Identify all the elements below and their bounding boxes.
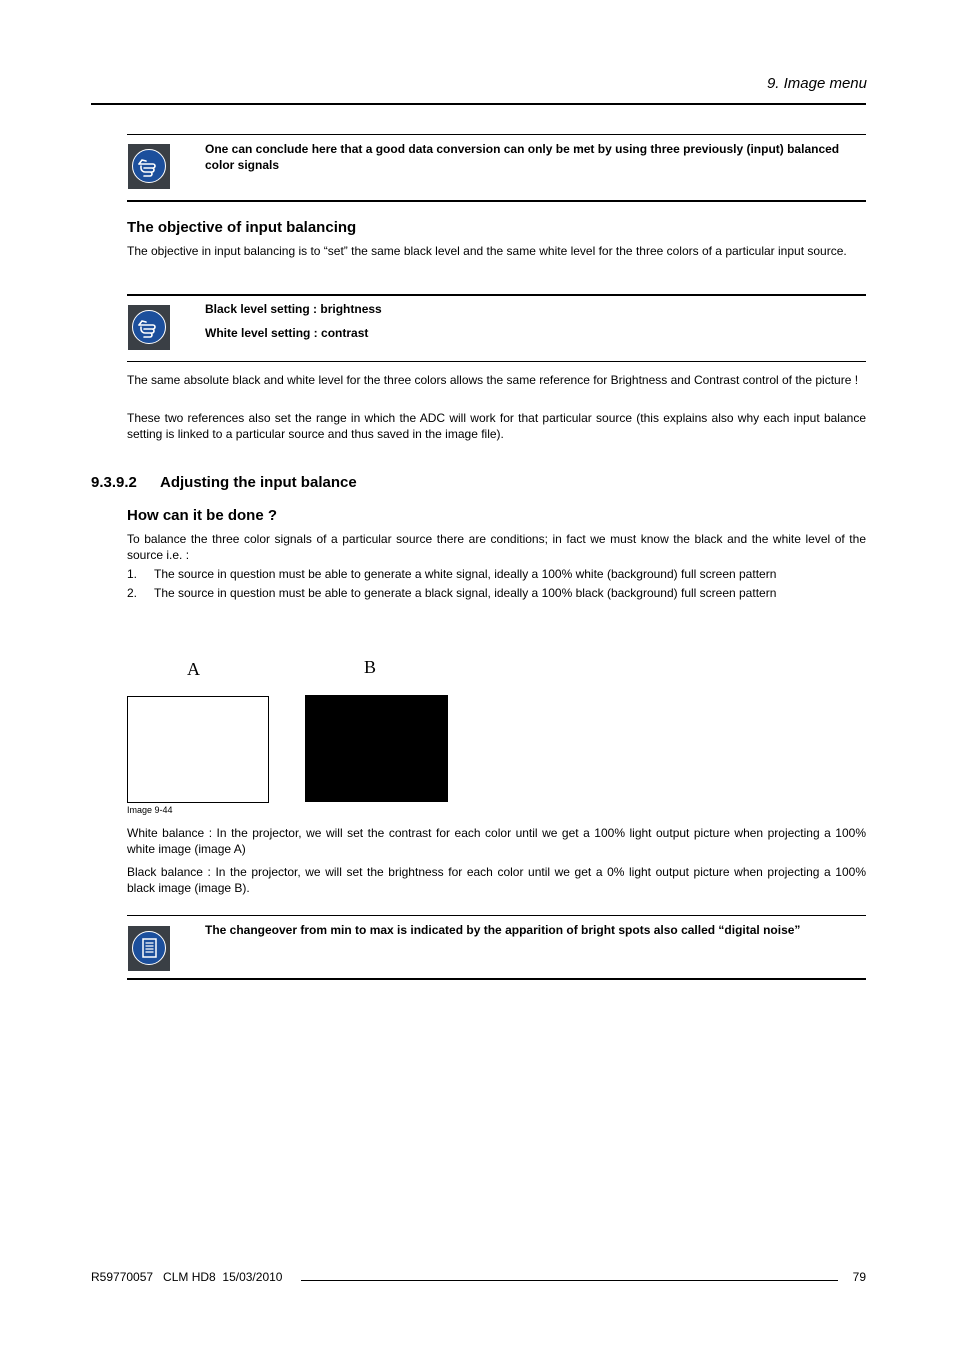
white-level-line: White level setting : contrast (205, 326, 369, 340)
how-heading: How can it be done ? (127, 507, 278, 524)
tip-note-levels (127, 294, 866, 362)
section-heading (91, 474, 357, 491)
tip-note-conversion (127, 134, 866, 202)
section-title: Adjusting the input balance (160, 474, 357, 491)
chapter-title: 9. Image menu (766, 75, 867, 92)
header-rule (91, 103, 866, 105)
list-item (127, 567, 866, 583)
label-b: B (364, 657, 377, 677)
note-text: One can conclude here that a good data conversion can only be met by using three previously (input) balanced color signals (205, 142, 840, 172)
objective-body: The objective in input balancing is to “set” the same black level and the same white level for the three colors of a particular input source. (127, 244, 847, 258)
list-text: The source in question must be able to generate a black signal, ideally a 100% black (background) full screen pattern (154, 586, 777, 600)
pointing-hand-icon (128, 305, 170, 350)
figure-caption: Image 9-44 (127, 805, 173, 815)
document-icon (128, 926, 170, 971)
info-note-digital-noise (127, 915, 866, 980)
how-intro: To balance the three color signals of a particular source there are conditions; in fact we must know the black and the white level of the source i.e. : (127, 532, 866, 562)
reference-paragraph: The same absolute black and white level for the three colors allows the same reference for Brightness and Contrast control of the picture ! (127, 373, 859, 387)
list-number: 2. (127, 586, 138, 600)
white-balance-paragraph: White balance : In the projector, we will set the contrast for each color until we get a 100% light output picture when projecting a 100% white image (image A) (127, 826, 866, 856)
list-text: The source in question must be able to generate a white signal, ideally a 100% white (background) full screen pattern (154, 567, 777, 581)
list-number: 1. (127, 567, 138, 581)
black-level-line: Black level setting : brightness (205, 302, 382, 316)
document-reference: R59770057 CLM HD8 15/03/2010 (91, 1270, 283, 1284)
white-pattern-image (127, 696, 269, 803)
note-text: The changeover from min to max is indicated by the apparition of bright spots also called “digital noise” (205, 923, 801, 937)
section-number: 9.3.9.2 (91, 474, 137, 491)
adc-range-paragraph: These two references also set the range in which the ADC will work for that particular source (this explains also why each input balance setting is linked to a particular source and thus saved in the image file). (127, 411, 866, 441)
label-a: A (187, 659, 200, 679)
pointing-hand-icon (128, 144, 170, 189)
black-pattern-image (305, 695, 448, 802)
page-number: 79 (852, 1270, 866, 1284)
black-balance-paragraph: Black balance : In the projector, we will set the brightness for each color until we get a 0% light output picture when projecting a 100% black image (image B). (127, 865, 866, 895)
footer-rule (301, 1280, 838, 1281)
list-item (127, 586, 866, 602)
objective-heading: The objective of input balancing (127, 219, 357, 236)
